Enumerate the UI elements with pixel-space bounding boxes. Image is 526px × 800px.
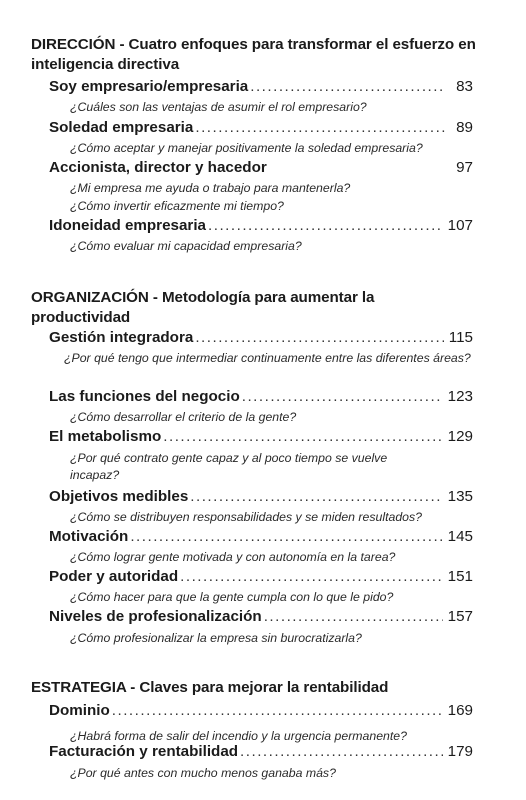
- entry-title: Motivación: [49, 528, 129, 545]
- toc-entry[interactable]: [49, 217, 473, 237]
- entry-question: ¿Cómo se distribuyen responsabilidades y se miden resultados?: [70, 510, 423, 524]
- dot-leader: [112, 702, 443, 719]
- entry-question: ¿Habrá forma de salir del incendio y la urgencia permanente?: [70, 729, 407, 743]
- entry-title: Niveles de profesionalización: [49, 608, 262, 625]
- entry-title: Gestión integradora: [49, 329, 194, 346]
- dot-leader: [250, 78, 446, 95]
- dot-leader: [240, 743, 443, 760]
- toc-entry[interactable]: [49, 568, 473, 588]
- entry-title: Objetivos medibles: [49, 488, 189, 505]
- entry-question: ¿Cómo desarrollar el criterio de la gente?: [70, 410, 297, 424]
- entry-title: Accionista, director y hacedor: [49, 159, 267, 176]
- entry-title: Dominio: [49, 702, 110, 719]
- entry-title: El metabolismo: [49, 428, 162, 445]
- entry-title: Las funciones del negocio: [49, 388, 240, 405]
- dot-leader: [163, 428, 442, 445]
- toc-entry[interactable]: [49, 488, 473, 508]
- page-number: 115: [448, 329, 473, 346]
- entry-question: ¿Cómo aceptar y manejar positivamente la soledad empresaria?: [70, 141, 423, 155]
- entry-question: ¿Cómo evaluar mi capacidad empresaria?: [70, 239, 302, 253]
- toc-entry[interactable]: [49, 329, 473, 349]
- entry-question: ¿Por qué tengo que intermediar continuamente entre las diferentes áreas?: [64, 351, 471, 365]
- entry-title: Soy empresario/empresaria: [49, 78, 249, 95]
- toc-entry[interactable]: [49, 743, 473, 763]
- dot-leader: [180, 568, 443, 585]
- page-number: 179: [447, 743, 473, 760]
- entry-title: Poder y autoridad: [49, 568, 179, 585]
- entry-question: ¿Cómo profesionalizar la empresa sin burocratizarla?: [70, 631, 362, 645]
- page-number: 83: [456, 78, 473, 95]
- dot-leader: [190, 488, 442, 505]
- dot-leader: [208, 217, 443, 234]
- entry-question: ¿Cómo hacer para que la gente cumpla con lo que le pido?: [70, 590, 394, 604]
- toc-entry[interactable]: [49, 159, 473, 179]
- entry-title: Soledad empresaria: [49, 119, 194, 136]
- page-number: 135: [447, 488, 473, 505]
- page-number: 145: [447, 528, 473, 545]
- dot-leader: [195, 119, 446, 136]
- dot-leader: [130, 528, 442, 545]
- page-number: 129: [447, 428, 473, 445]
- toc-entry[interactable]: [49, 608, 473, 628]
- entry-question: ¿Por qué antes con mucho menos ganaba más?: [70, 766, 336, 780]
- section-title: ESTRATEGIA - Claves para mejorar la rentabilidad: [31, 679, 389, 696]
- page-number: 97: [456, 159, 473, 176]
- toc-entry[interactable]: [49, 388, 473, 408]
- entry-question: ¿Cómo lograr gente motivada y con autonomía en la tarea?: [70, 550, 396, 564]
- section-title: ORGANIZACIÓN - Metodología para aumentar la productividad: [31, 289, 375, 326]
- page-number: 157: [447, 608, 473, 625]
- entry-title: Facturación y rentabilidad: [49, 743, 239, 760]
- entry-question: ¿Por qué contrato gente capaz y al poco tiempo se vuelve incapaz?: [70, 451, 388, 482]
- page-number: 151: [447, 568, 473, 585]
- entry-question: ¿Mi empresa me ayuda o trabajo para mantenerla?: [70, 181, 351, 195]
- dot-leader: [195, 329, 443, 346]
- toc-entry[interactable]: [49, 702, 473, 722]
- page-number: 123: [447, 388, 473, 405]
- page-number: 107: [447, 217, 473, 234]
- entry-title: Idoneidad empresaria: [49, 217, 206, 234]
- section-title: DIRECCIÓN - Cuatro enfoques para transformar el esfuerzo en inteligencia directiva: [31, 36, 476, 73]
- page-number: 89: [456, 119, 473, 136]
- entry-question: ¿Cuáles son las ventajas de asumir el rol empresario?: [70, 100, 367, 114]
- toc-entry[interactable]: [49, 78, 473, 98]
- dot-leader: [242, 388, 443, 405]
- page-number: 169: [447, 702, 473, 719]
- toc-entry[interactable]: [49, 528, 473, 548]
- dot-leader: [264, 608, 443, 625]
- toc-entry[interactable]: [49, 428, 473, 448]
- entry-question: ¿Cómo invertir eficazmente mi tiempo?: [70, 199, 284, 213]
- toc-entry[interactable]: [49, 119, 473, 139]
